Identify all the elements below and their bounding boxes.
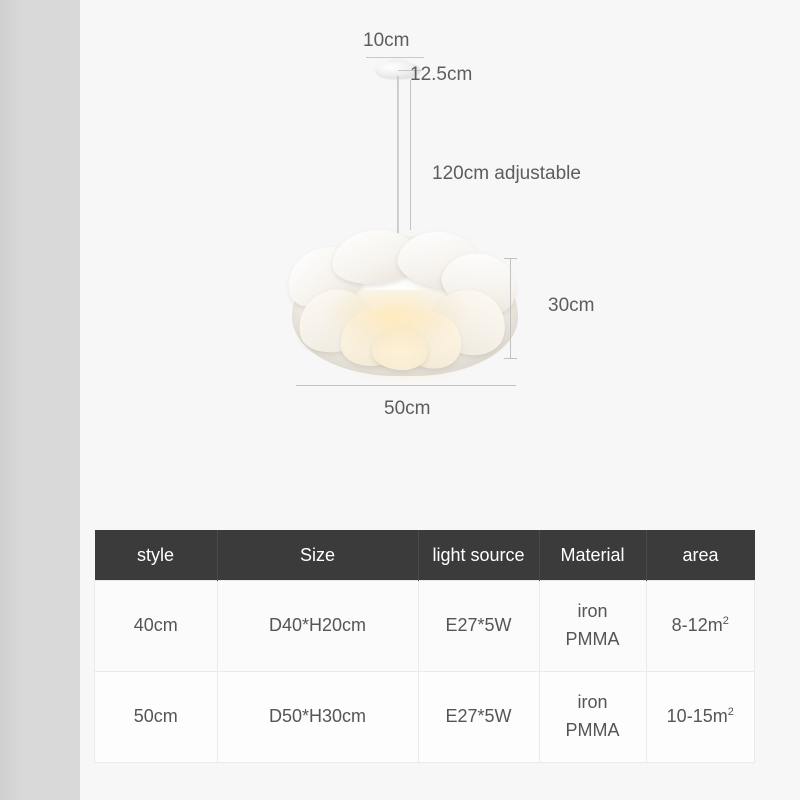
cell-material-line2: PMMA [565,720,620,740]
table-header-row [95,530,755,581]
dimension-label-canopy-diameter: 10cm [363,30,410,51]
cell-area-unit: 2 [727,706,734,719]
dimension-label-shade-height: 30cm [548,295,595,316]
shade-height-guide [510,258,511,358]
shade-diameter-guide [296,385,516,386]
cell-style: 40cm [95,581,218,672]
cord-length-guide [410,80,411,230]
cell-material-line2: PMMA [565,629,620,649]
table-header-light-source: light source [418,530,539,581]
cell-material-line1: iron [577,601,608,622]
cell-light-source: E27*5W [418,581,539,672]
table-row [95,581,755,672]
cell-light-source: E27*5W [418,672,539,763]
cell-area [646,672,755,763]
cell-area [646,581,755,672]
table-row [95,672,755,763]
cell-area-value: 10-15m [666,706,728,727]
cell-area-value: 8-12m [671,615,723,636]
cell-size: D40*H20cm [217,581,418,672]
product-diagram [80,0,800,530]
table-header-size: Size [217,530,418,581]
cell-material [539,581,646,672]
suspension-cord [397,76,399,236]
cell-material-line1: iron [577,692,608,713]
canopy-diameter-leader [366,57,424,58]
dimension-label-shade-diameter: 50cm [384,398,431,419]
dimension-label-cord: 120cm adjustable [432,163,581,184]
shade-height-tick-top [504,258,517,259]
shade-height-tick-bottom [504,358,517,359]
cell-area-unit: 2 [722,615,729,628]
dimension-label-canopy-height: 12.5cm [410,64,473,85]
cell-size: D50*H30cm [217,672,418,763]
table-header-material: Material [539,530,646,581]
specification-table [94,530,755,763]
cell-style: 50cm [95,672,218,763]
table-header-style: style [95,530,218,581]
lamp-shade [280,228,530,388]
bulb-light-pool [326,290,466,352]
product-image-card [80,0,800,800]
cell-material [539,672,646,763]
table-header-area: area [646,530,755,581]
